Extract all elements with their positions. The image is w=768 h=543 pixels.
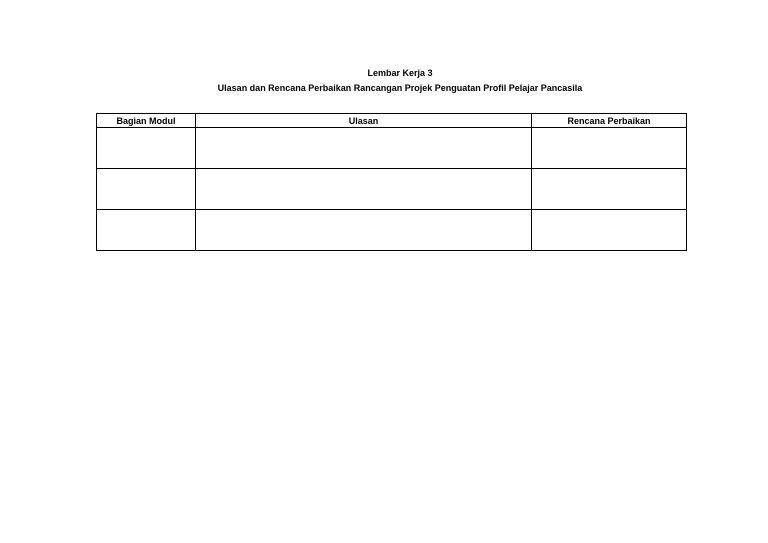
header-rencana-perbaikan: Rencana Perbaikan <box>532 114 687 128</box>
cell-ulasan <box>196 128 532 169</box>
cell-ulasan <box>196 210 532 251</box>
table-row <box>97 210 687 251</box>
cell-ulasan <box>196 169 532 210</box>
document-header <box>0 66 768 96</box>
table-header-row <box>97 114 687 128</box>
worksheet-title: Lembar Kerja 3 <box>367 68 433 78</box>
worksheet-subtitle: Ulasan dan Rencana Perbaikan Rancangan Projek Penguatan Profil Pelajar Pancasila <box>217 83 583 93</box>
review-table <box>96 113 687 251</box>
cell-bagian-modul <box>97 210 196 251</box>
cell-bagian-modul <box>97 169 196 210</box>
header-bagian-modul: Bagian Modul <box>97 114 196 128</box>
table-row <box>97 128 687 169</box>
header-ulasan: Ulasan <box>196 114 532 128</box>
cell-rencana-perbaikan <box>532 210 687 251</box>
table-row <box>97 169 687 210</box>
cell-rencana-perbaikan <box>532 128 687 169</box>
cell-bagian-modul <box>97 128 196 169</box>
cell-rencana-perbaikan <box>532 169 687 210</box>
